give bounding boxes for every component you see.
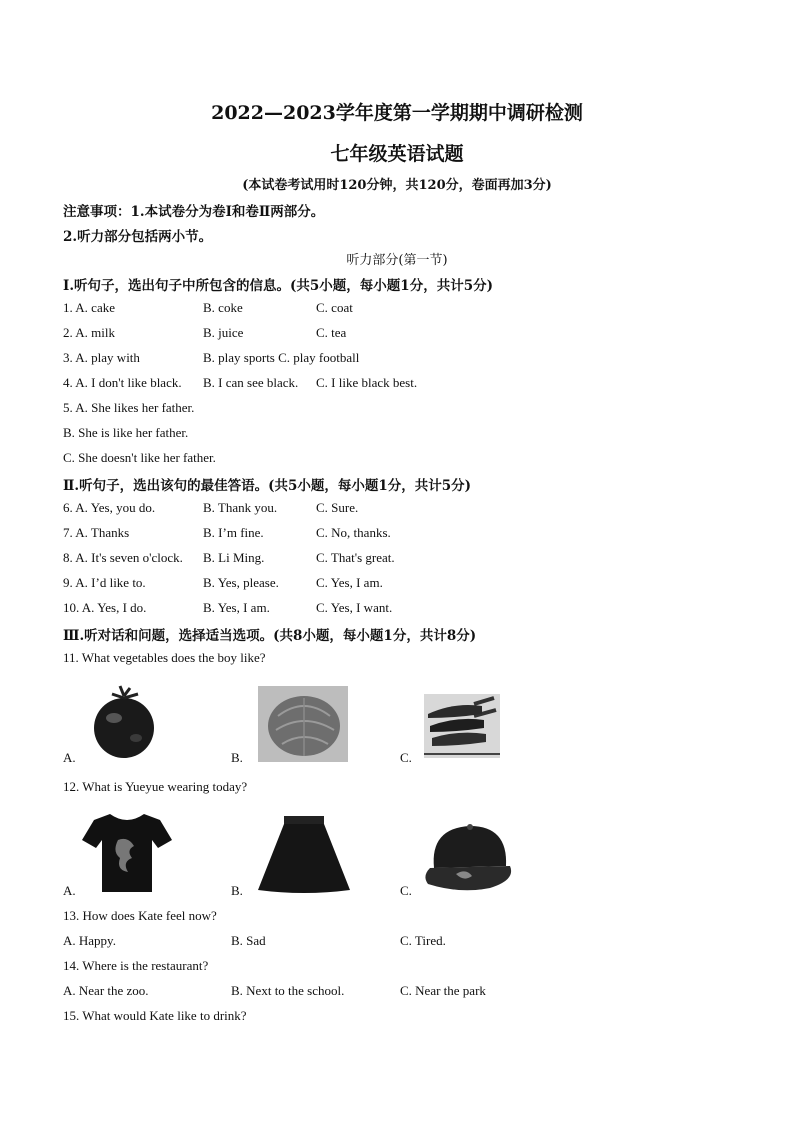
q10-option-c: C. Yes, I want. <box>316 600 393 615</box>
notice-line-1: 注意事项：1.本试卷分为卷Ⅰ和卷Ⅱ两部分。 <box>63 204 325 220</box>
skirt-image <box>254 814 354 894</box>
q13-option-c: C. Tired. <box>400 933 446 948</box>
q6-option-c: C. Sure. <box>316 500 359 515</box>
q8-option-a: 8. A. It's seven o'clock. <box>63 550 183 565</box>
q7-option-b: B. I’m fine. <box>203 525 264 540</box>
q3-option-bc: B. play sports C. play football <box>203 350 360 365</box>
q6-option-b: B. Thank you. <box>203 500 278 515</box>
q11-question: 11. What vegetables does the boy like? <box>63 650 266 665</box>
q13-option-a: A. Happy. <box>63 933 116 948</box>
q5-option-a: 5. A. She likes her father. <box>63 400 195 415</box>
q13-option-b: B. Sad <box>231 933 266 948</box>
q3-option-a: 3. A. play with <box>63 350 140 365</box>
tomato-image <box>84 682 164 762</box>
q1-option-a: 1. A. cake <box>63 300 115 315</box>
q14-option-b: B. Next to the school. <box>231 983 345 998</box>
q10-option-a: 10. A. Yes, I do. <box>63 600 147 615</box>
q12-label-a: A. <box>63 883 76 898</box>
q4-option-c: C. I like black best. <box>316 375 418 390</box>
q14-option-c: C. Near the park <box>400 983 486 998</box>
q1-option-c: C. coat <box>316 300 353 315</box>
q8-option-b: B. Li Ming. <box>203 550 265 565</box>
q7-option-a: 7. A. Thanks <box>63 525 130 540</box>
q9-option-c: C. Yes, I am. <box>316 575 383 590</box>
q2-option-c: C. tea <box>316 325 347 340</box>
q4-option-a: 4. A. I don't like black. <box>63 375 182 390</box>
q5-option-b: B. She is like her father. <box>63 425 189 440</box>
part1-title: Ⅰ.听句子，选出句子中所包含的信息。(共5小题，每小题1分，共计5分) <box>63 278 493 294</box>
part3-title: Ⅲ.听对话和问题，选择适当选项。(共8小题，每小题1分，共计8分) <box>63 628 477 644</box>
q12-question: 12. What is Yueyue wearing today? <box>63 779 248 794</box>
q12-label-c: C. <box>400 883 412 898</box>
q2-option-a: 2. A. milk <box>63 325 116 340</box>
q8-option-c: C. That's great. <box>316 550 395 565</box>
exam-title: 2022—2023学年度第一学期期中调研检测 <box>211 102 583 124</box>
section-title: 听力部分(第一节) <box>346 253 448 268</box>
q11-label-c: C. <box>400 750 412 765</box>
exam-subtitle: 七年级英语试题 <box>330 143 464 165</box>
exam-note: (本试卷考试用时120分钟，共120分，卷面再加3分) <box>242 178 552 193</box>
cap-image <box>420 818 520 894</box>
q11-label-b: B. <box>231 750 243 765</box>
q2-option-b: B. juice <box>203 325 244 340</box>
q10-option-b: B. Yes, I am. <box>203 600 270 615</box>
q1-option-b: B. coke <box>203 300 243 315</box>
tshirt-image <box>82 810 172 894</box>
q13-question: 13. How does Kate feel now? <box>63 908 217 923</box>
q9-option-a: 9. A. I’d like to. <box>63 575 146 590</box>
q4-option-b: B. I can see black. <box>203 375 299 390</box>
part2-title: Ⅱ.听句子，选出该句的最佳答语。(共5小题，每小题1分，共计5分) <box>63 478 472 494</box>
notice-line-2: 2.听力部分包括两小节。 <box>63 229 213 245</box>
q5-option-c: C. She doesn't like her father. <box>63 450 216 465</box>
q14-question: 14. Where is the restaurant? <box>63 958 209 973</box>
q15-question: 15. What would Kate like to drink? <box>63 1008 247 1023</box>
carrots-image <box>424 694 500 758</box>
q11-label-a: A. <box>63 750 76 765</box>
q12-label-b: B. <box>231 883 243 898</box>
cabbage-image <box>258 686 348 762</box>
q6-option-a: 6. A. Yes, you do. <box>63 500 156 515</box>
q9-option-b: B. Yes, please. <box>203 575 279 590</box>
q14-option-a: A. Near the zoo. <box>63 983 149 998</box>
q7-option-c: C. No, thanks. <box>316 525 391 540</box>
